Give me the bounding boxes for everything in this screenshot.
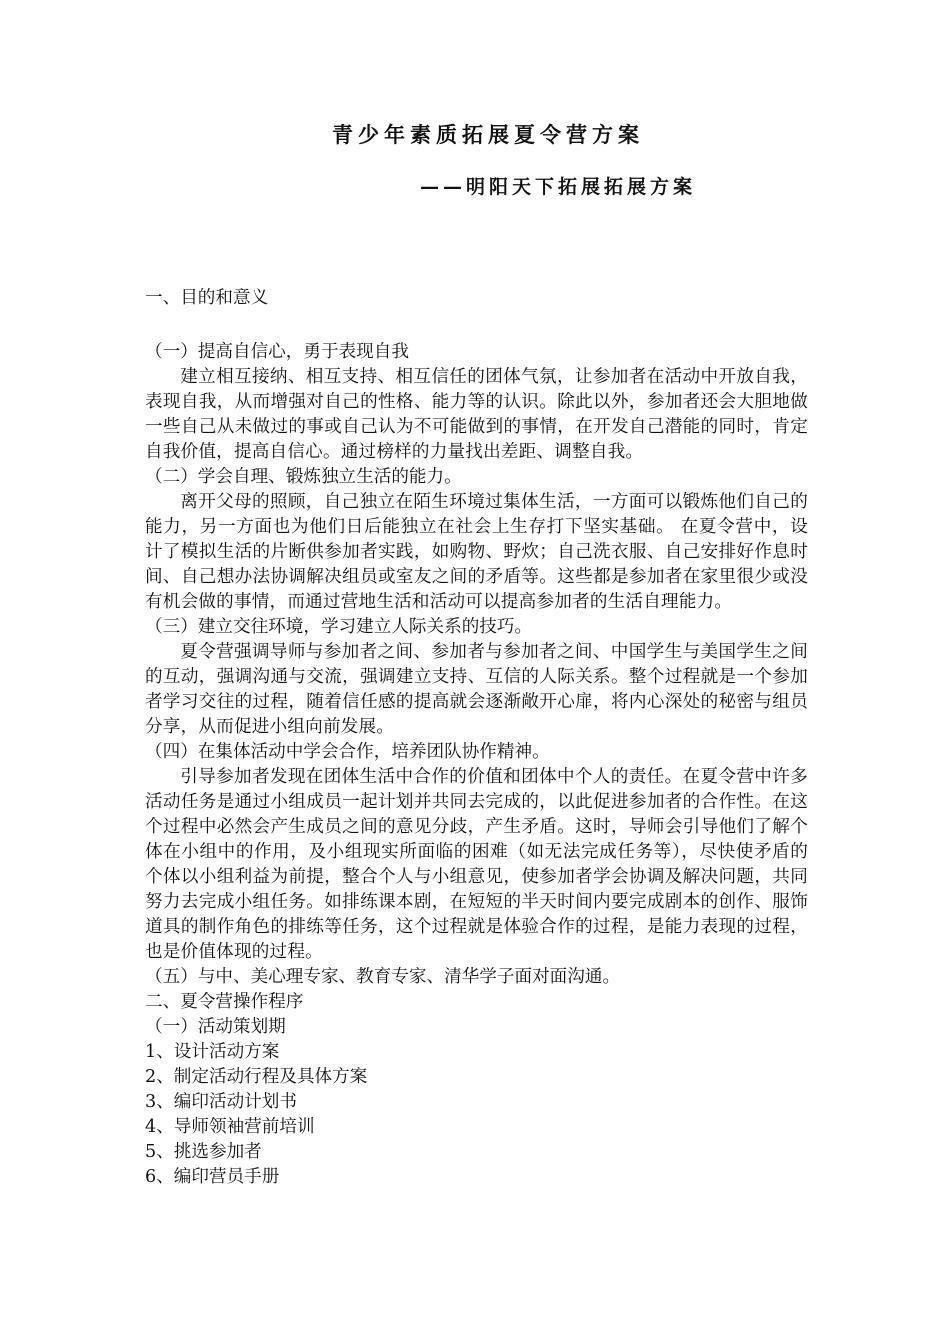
subsection-heading: （三）建立交往环境，学习建立人际关系的技巧。	[145, 617, 533, 637]
subsection-heading: （五）与中、美心理专家、教育专家、清华学子面对面沟通。	[145, 967, 621, 987]
subsection-heading: （二）学会自理、锻炼独立生活的能力。	[145, 467, 462, 487]
paragraph: 夏令营强调导师与参加者之间、参加者与参加者之间、中国学生与美国学生之间的互动，强调沟通与交流，强调建立支持、互信的人际关系。整个过程就是一个参加者学习交往的过程，随着信任感的提高就会逐渐敞开心扉，将内心深处的秘密与组员分享，从而促进小组向前发展。	[145, 642, 808, 737]
list-item: 1、设计活动方案	[145, 1042, 280, 1062]
list-item: 2、制定活动行程及具体方案	[145, 1067, 368, 1087]
section-heading-procedure: 二、夏令营操作程序	[145, 992, 304, 1012]
subsection-heading: （一）活动策划期	[145, 1017, 286, 1037]
spacer	[145, 311, 808, 340]
paragraph: 离开父母的照顾，自己独立在陌生环境过集体生活，一方面可以锻炼他们自己的能力，另一方面也为他们日后能独立在社会上生存打下坚实基础。 在夏令营中，设计了模拟生活的片断供参加者实践，如购物、野炊；自己洗衣服、自己安排好作息时间、自己想办法协调解决组员或室友之间的矛盾等。这些都是参加者在家里很少或没有机会做的事情，而通过营地生活和活动可以提高参加者的生活自理能力。	[145, 492, 808, 612]
paragraph: 引导参加者发现在团体生活中合作的价值和团体中个人的责任。在夏令营中许多活动任务是通过小组成员一起计划并共同去完成的，以此促进参加者的合作性。在这个过程中必然会产生成员之间的意见分歧，产生矛盾。这时，导师会引导他们了解个体在小组中的作用，及小组现实所面临的困难（如无法完成任务等），尽快使矛盾的个体以小组利益为前提，整合个人与小组意见，使参加者学会协调及解决问题，共同努力去完成小组任务。如排练课本剧，在短短的半天时间内要完成剧本的创作、服饰道具的制作角色的排练等任务，这个过程就是体验合作的过程，是能力表现的过程，也是价值体现的过程。	[145, 767, 808, 962]
document-body	[145, 286, 808, 1190]
list-item: 5、挑选参加者	[145, 1142, 262, 1162]
list-item: 3、编印活动计划书	[145, 1092, 297, 1112]
document-title: 青少年素质拓展夏令营方案	[332, 122, 644, 147]
list-item: 4、导师领袖营前培训	[145, 1117, 315, 1137]
section-heading-purpose: 一、目的和意义	[145, 288, 269, 308]
subsection-heading: （四）在集体活动中学会合作，培养团队协作精神。	[145, 742, 550, 762]
subsection-heading: （一）提高自信心，勇于表现自我	[145, 342, 409, 362]
list-item: 6、编印营员手册	[145, 1167, 280, 1187]
document-subtitle: ——明阳天下拓展拓展方案	[420, 176, 697, 198]
paragraph: 建立相互接纳、相互支持、相互信任的团体气氛，让参加者在活动中开放自我，表现自我，从而增强对自己的性格、能力等的认识。除此以外，参加者还会大胆地做一些自己从未做过的事或自己认为不可能做到的事情，在开发自己潜能的同时，肯定自我价值，提高自信心。通过榜样的力量找出差距、调整自我。	[145, 367, 808, 462]
